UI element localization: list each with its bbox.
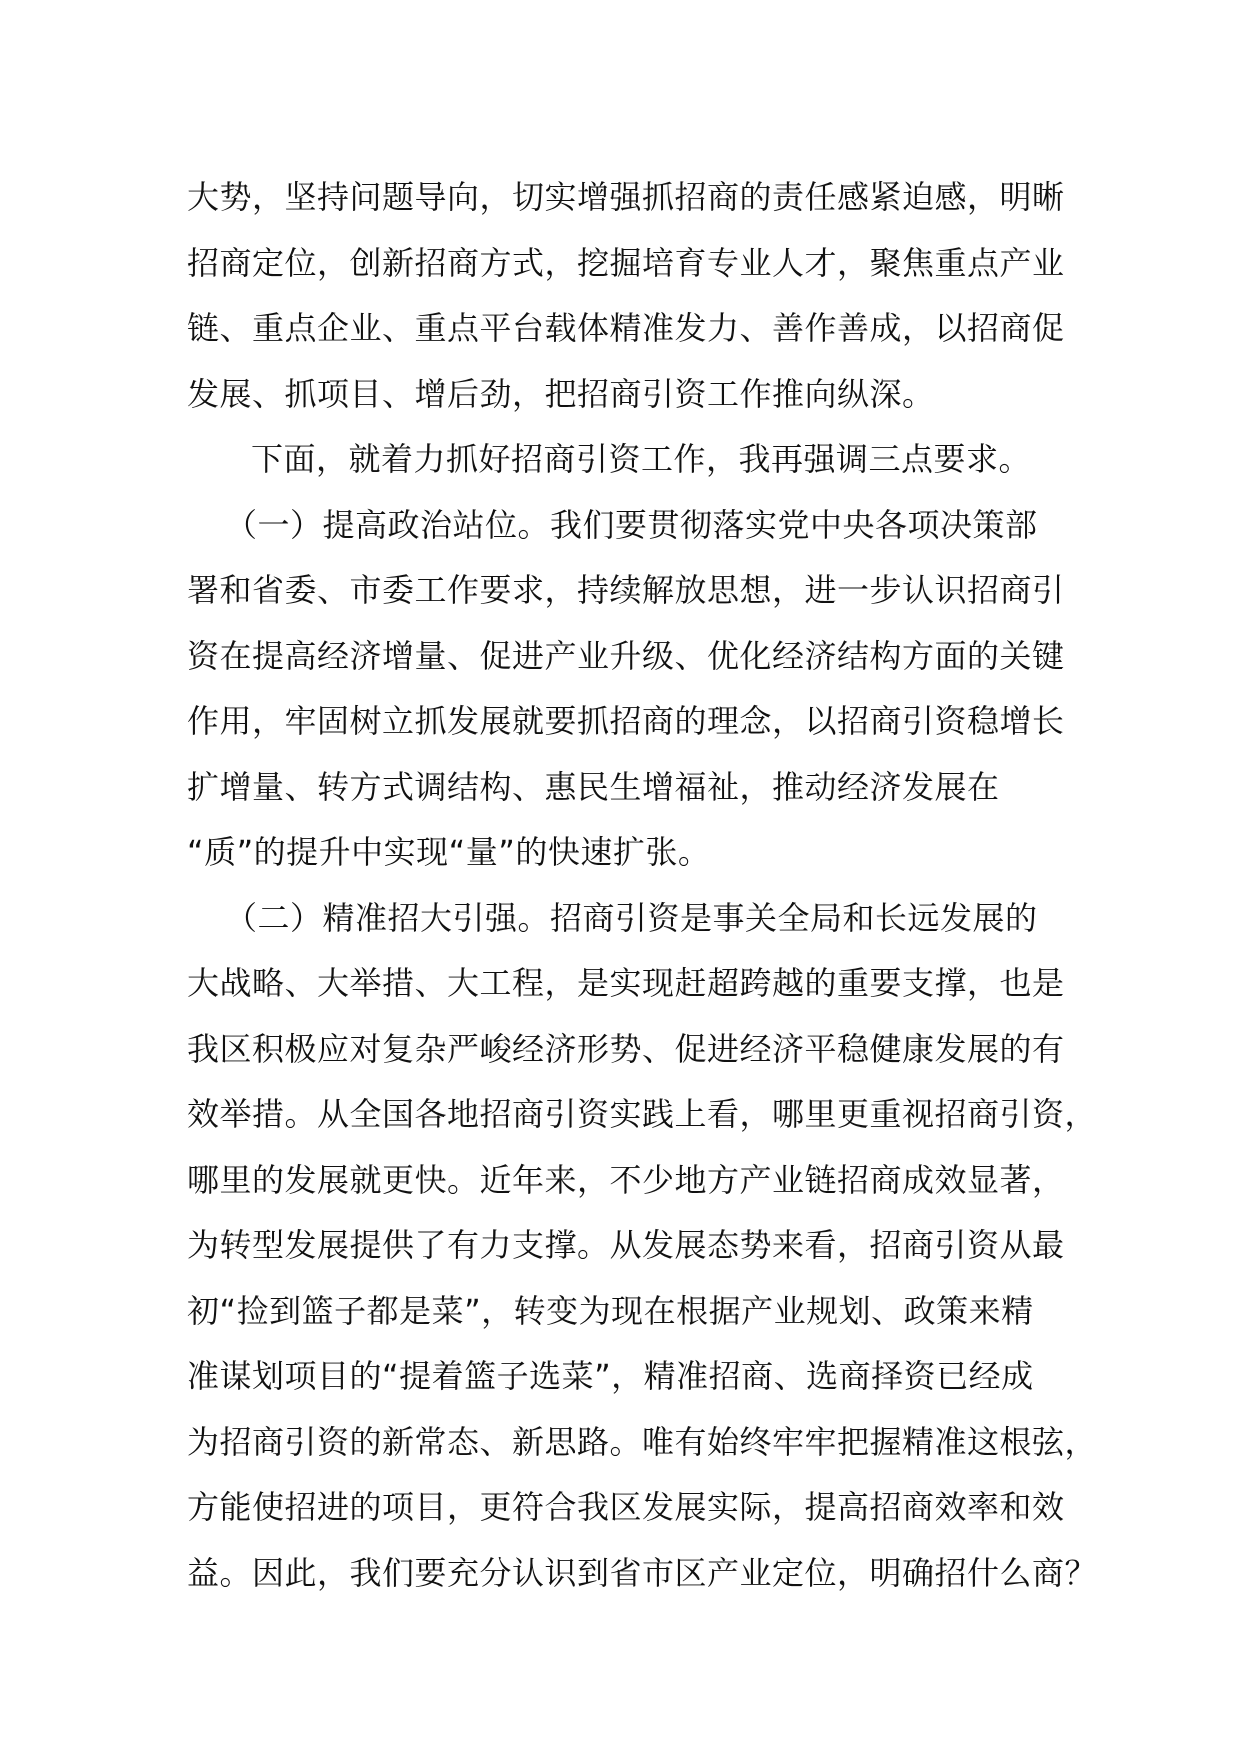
text-line: 我区积极应对复杂严峻经济形势、促进经济平稳健康发展的有 <box>187 1029 1065 1068</box>
section-heading-line: （一）提高政治站位。我们要贯彻落实党中央各项决策部 <box>225 505 1038 544</box>
text-line: 作用，牢固树立抓发展就要抓招商的理念，以招商引资稳增长 <box>187 702 1065 740</box>
text-line: 招商定位，创新招商方式，挖掘培育专业人才，聚焦重点产业 <box>187 243 1065 282</box>
text-line: “质”的提升中实现“量”的快速扩张。 <box>187 833 711 871</box>
text-line: 哪里的发展就更快。近年来，不少地方产业链招商成效显著， <box>187 1160 1065 1199</box>
text-line: 效举措。从全国各地招商引资实践上看，哪里更重视招商引资， <box>187 1095 1098 1133</box>
text-line: 扩增量、转方式调结构、惠民生增福祉，推动经济发展在 <box>187 767 1000 806</box>
section-heading-line: （二）精准招大引强。招商引资是事关全局和长远发展的 <box>225 898 1038 937</box>
body-text <box>187 165 1098 1606</box>
text-line: 益。因此，我们要充分认识到省市区产业定位，明确招什么商？ <box>187 1553 1098 1592</box>
text-line: 准谋划项目的“提着篮子选菜”，精准招商、选商择资已经成 <box>187 1357 1034 1395</box>
text-line: 署和省委、市委工作要求，持续解放思想，进一步认识招商引 <box>187 571 1065 609</box>
text-line: 大势，坚持问题导向，切实增强抓招商的责任感紧迫感，明晰 <box>187 178 1065 216</box>
text-line: 为转型发展提供了有力支撑。从发展态势来看，招商引资从最 <box>187 1226 1065 1264</box>
text-line: 资在提高经济增量、促进产业升级、优化经济结构方面的关键 <box>187 636 1065 675</box>
text-line: 方能使招进的项目，更符合我区发展实际，提高招商效率和效 <box>187 1488 1065 1526</box>
text-line: 初“捡到篮子都是菜”，转变为现在根据产业规划、政策来精 <box>187 1291 1034 1330</box>
text-line: 为招商引资的新常态、新思路。唯有始终牢牢把握精准这根弦， <box>187 1422 1098 1461</box>
text-line: 大战略、大举措、大工程，是实现赶超跨越的重要支撑，也是 <box>187 964 1065 1002</box>
text-line: 发展、抓项目、增后劲，把招商引资工作推向纵深。 <box>187 374 935 413</box>
text-line: 链、重点企业、重点平台载体精准发力、善作善成，以招商促 <box>187 309 1065 347</box>
paragraph-first-line: 下面，就着力抓好招商引资工作，我再强调三点要求。 <box>251 440 1032 478</box>
